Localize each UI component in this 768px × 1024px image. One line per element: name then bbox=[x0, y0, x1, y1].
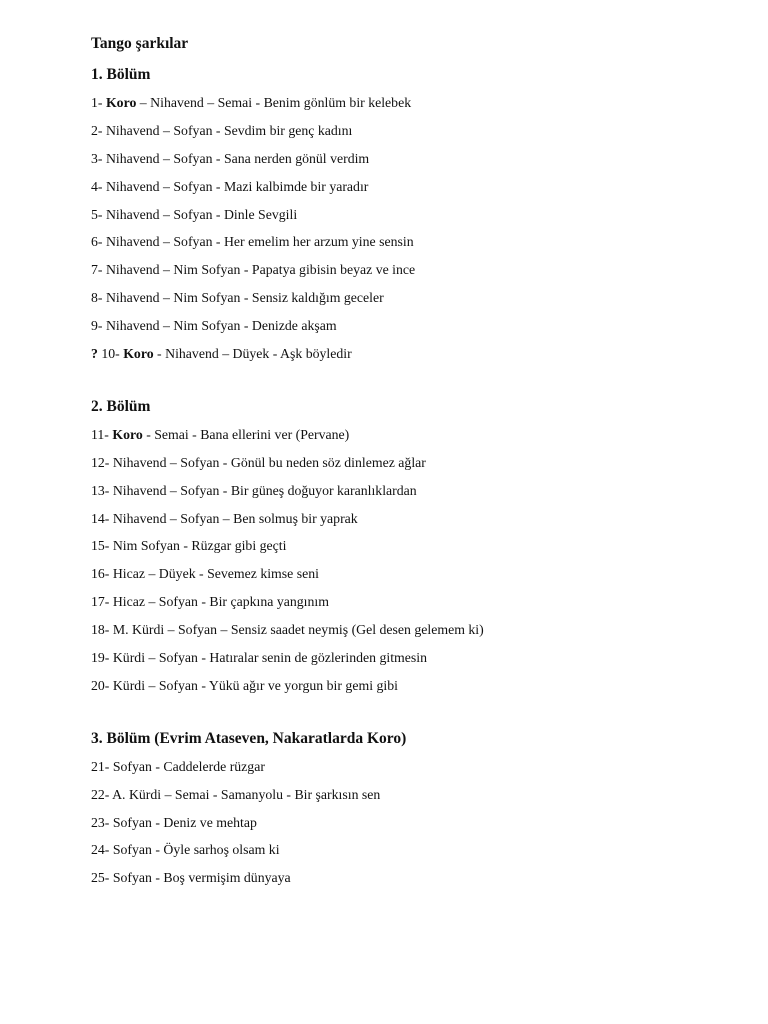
section-heading: 1. Bölüm bbox=[91, 66, 151, 83]
song-text: 18- M. Kürdi – Sofyan – Sensiz saadet neymiş (Gel desen gelemem ki) bbox=[91, 622, 484, 638]
song-text: 12- Nihavend – Sofyan - Gönül bu neden söz dinlemez ağlar bbox=[91, 454, 426, 470]
song-item bbox=[91, 756, 731, 784]
song-text: - Nihavend – Düyek - Aşk böyledir bbox=[153, 346, 352, 362]
song-item bbox=[91, 784, 731, 812]
song-text: – Nihavend – Semai - Benim gönlüm bir kelebek bbox=[136, 95, 412, 110]
song-text: 20- Kürdi – Sofyan - Yükü ağır ve yorgun bir gemi gibi bbox=[91, 677, 398, 693]
document-title: Tango şarkılar bbox=[91, 35, 189, 52]
song-item bbox=[91, 204, 731, 232]
song-item bbox=[91, 424, 731, 452]
song-text: 3- Nihavend – Sofyan - Sana nerden gönül verdim bbox=[91, 150, 370, 166]
song-list bbox=[91, 92, 731, 371]
song-text: 6- Nihavend – Sofyan - Her emelim her arzum yine sensin bbox=[91, 234, 414, 250]
sections-container bbox=[91, 64, 731, 895]
song-bold-text: Koro bbox=[112, 426, 143, 442]
song-list bbox=[91, 756, 731, 895]
song-item bbox=[91, 535, 731, 563]
song-text: 9- Nihavend – Nim Sofyan - Denizde akşam bbox=[91, 318, 337, 334]
song-item bbox=[91, 480, 731, 508]
section-heading: 2. Bölüm bbox=[91, 397, 151, 415]
song-item bbox=[91, 259, 731, 287]
song-item bbox=[91, 148, 731, 176]
song-bold-text: ? bbox=[91, 346, 98, 362]
song-item bbox=[91, 120, 731, 148]
song-item bbox=[91, 675, 731, 703]
song-text: 24- Sofyan - Öyle sarhoş olsam ki bbox=[91, 842, 280, 858]
song-item bbox=[91, 343, 731, 371]
song-text: 22- A. Kürdi – Semai - Samanyolu - Bir şarkısın sen bbox=[91, 786, 381, 802]
song-text: 23- Sofyan - Deniz ve mehtap bbox=[91, 814, 257, 830]
song-text: 2- Nihavend – Sofyan - Sevdim bir genç kadını bbox=[91, 122, 353, 138]
song-text: - Semai - Bana ellerini ver (Pervane) bbox=[142, 426, 350, 442]
song-text: 13- Nihavend – Sofyan - Bir güneş doğuyor karanlıklardan bbox=[91, 482, 417, 498]
song-item bbox=[91, 812, 731, 840]
song-text: 11- bbox=[91, 426, 113, 442]
song-item bbox=[91, 563, 731, 591]
section-1 bbox=[91, 64, 731, 371]
song-bold-text: Koro bbox=[105, 95, 137, 110]
song-bold-text: Koro bbox=[123, 346, 154, 362]
song-text: 16- Hicaz – Düyek - Sevemez kimse seni bbox=[91, 566, 319, 582]
song-text: 17- Hicaz – Sofyan - Bir çapkına yangınım bbox=[91, 594, 329, 610]
song-item bbox=[91, 315, 731, 343]
section-heading: 3. Bölüm (Evrim Ataseven, Nakaratlarda Koro) bbox=[91, 729, 407, 747]
song-item bbox=[91, 647, 731, 675]
song-text: 7- Nihavend – Nim Sofyan - Papatya gibisin beyaz ve ince bbox=[91, 262, 416, 278]
song-text: 10- bbox=[97, 346, 124, 362]
song-item bbox=[91, 452, 731, 480]
song-item bbox=[91, 508, 731, 536]
song-text: 14- Nihavend – Sofyan – Ben solmuş bir yaprak bbox=[91, 510, 358, 526]
song-item bbox=[91, 287, 731, 315]
song-list bbox=[91, 424, 731, 703]
section-3 bbox=[91, 728, 731, 895]
song-text: 1- bbox=[91, 95, 106, 110]
document-page bbox=[91, 33, 731, 895]
section-2 bbox=[91, 396, 731, 703]
song-text: 15- Nim Sofyan - Rüzgar gibi geçti bbox=[91, 538, 287, 554]
song-text: 25- Sofyan - Boş vermişim dünyaya bbox=[91, 870, 291, 886]
song-text: 19- Kürdi – Sofyan - Hatıralar senin de gözlerinden gitmesin bbox=[91, 650, 428, 666]
song-item bbox=[91, 867, 731, 895]
song-item bbox=[91, 176, 731, 204]
song-text: 8- Nihavend – Nim Sofyan - Sensiz kaldığım geceler bbox=[91, 290, 384, 306]
song-text: 21- Sofyan - Caddelerde rüzgar bbox=[91, 758, 265, 774]
song-text: 4- Nihavend – Sofyan - Mazi kalbimde bir yaradır bbox=[91, 178, 369, 194]
song-item bbox=[91, 92, 731, 120]
song-item bbox=[91, 231, 731, 259]
song-item bbox=[91, 839, 731, 867]
song-item bbox=[91, 619, 731, 647]
song-item bbox=[91, 591, 731, 619]
song-text: 5- Nihavend – Sofyan - Dinle Sevgili bbox=[91, 206, 298, 222]
